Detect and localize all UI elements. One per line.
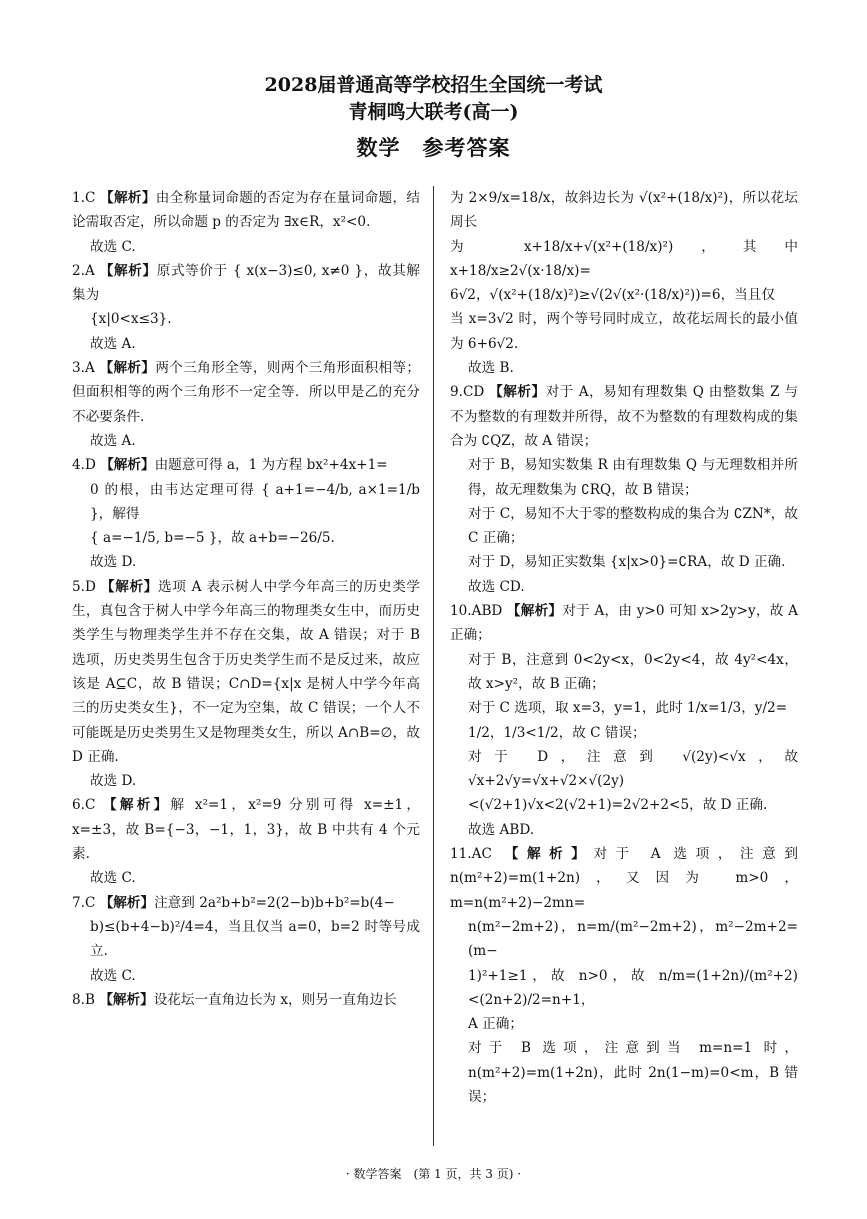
explanation-line: 对于 D，注意到 √(2y)<√x，故 √x+2√y=√x+√2×√(2y)<(√2+1)√x<2(√2+1)=2√2+2<5，故 D 正确.	[468, 748, 798, 814]
answer-letter: C	[84, 190, 96, 206]
page-header	[0, 72, 867, 164]
answer-letter: B	[84, 991, 95, 1008]
question-3	[72, 356, 420, 453]
explanation-line: 两个三角形全等，则两个三角形面积相等；但面积相等的两个三角形不一定全等．所以甲是乙的充分不必要条件.	[72, 360, 421, 425]
answer-letter: A	[84, 262, 95, 279]
exam-subtitle: 青桐鸣大联考(高一)	[348, 101, 519, 123]
question-number: 3.	[72, 360, 85, 377]
question-number: 9.	[450, 384, 463, 401]
answer-letter: D	[84, 457, 96, 474]
answer-letter: AC	[471, 846, 492, 863]
question-4	[72, 453, 420, 574]
question-8	[72, 988, 420, 1012]
conclusion: 故选 B.	[468, 360, 514, 377]
answer-letter: ABD	[471, 603, 503, 620]
explanation-line: 对于 B 选项，注意到当 m=n=1 时，n(m²+2)=m(1+2n)，此时 2n(1−m)=0<m，B 错误；	[468, 1040, 798, 1105]
explanation-line: 注意到 2a²b+b²=2(2−b)b+b²=b(4−	[154, 894, 395, 911]
left-column	[72, 186, 420, 1012]
explanation-line: { a=−1/5, b=−5 }，故 a+b=−26/5.	[90, 530, 335, 547]
question-2	[72, 259, 420, 356]
analysis-tag: 【解析】	[100, 457, 155, 474]
question-number: 8.	[72, 991, 85, 1008]
explanation-line: 为 x+18/x+√(x²+(18/x)²)，其中 x+18/x≥2√(x·18/x)=	[450, 238, 798, 279]
analysis-tag: 【解析】	[504, 846, 594, 863]
question-number: 4.	[72, 457, 85, 474]
explanation-line: A 正确；	[468, 1016, 523, 1033]
explanation-line: 当 x=3√2 时，两个等号同时成立，故花坛周长的最小值为 6+6√2.	[450, 311, 798, 352]
question-7	[72, 891, 420, 988]
question-number: 7.	[72, 894, 85, 911]
column-divider	[433, 186, 434, 1146]
conclusion: 故选 A.	[90, 432, 136, 449]
analysis-tag: 【解析】	[99, 894, 155, 911]
question-6	[72, 793, 420, 890]
answer-letter: D	[84, 578, 96, 595]
explanation-line: 1)²+1≥1，故 n>0，故 n/m=(1+2n)/(m²+2)<(2n+2)/2=n+1，	[468, 967, 798, 1008]
conclusion: 故选 A.	[90, 335, 136, 352]
analysis-tag: 【解析】	[103, 797, 171, 814]
answer-letter: C	[84, 894, 96, 911]
analysis-tag: 【解析】	[100, 190, 156, 206]
explanation-line: 对于 C，易知不大于零的整数构成的集合为 ∁ZN*，故 C 正确；	[468, 505, 798, 547]
question-number: 10.	[450, 603, 472, 620]
subject-title: 数学 参考答案	[356, 135, 511, 160]
analysis-tag: 【解析】	[99, 262, 157, 279]
exam-title: 2028届普通高等学校招生全国统一考试	[264, 74, 603, 96]
explanation-line: 1/2，1/3<1/2，故 C 错误；	[468, 724, 646, 741]
explanation-line: 对于 B，注意到 0<2y<x，0<2y<4，故 4y²<4x，故 x>y²，故 B 正确；	[468, 651, 798, 692]
explanation-line: 由全称量词命题的否定为存在量词命题，结论需取否定，所以命题 p 的否定为 ∃x∈R，x²<0.	[72, 190, 420, 231]
explanation-line: n(m²−2m+2)，n=m/(m²−2m+2)，m²−2m+2=(m−	[468, 918, 798, 960]
answer-letter: A	[84, 360, 95, 377]
question-1	[72, 186, 420, 259]
question-number: 1.	[72, 190, 85, 206]
right-column	[450, 186, 798, 1109]
explanation-line: 为 2×9/x=18/x，故斜边长为 √(x²+(18/x)²)，所以花坛周长	[450, 190, 798, 231]
question-8-continued	[450, 186, 798, 380]
question-10	[450, 599, 798, 842]
conclusion: 故选 C.	[90, 870, 136, 887]
explanation-line: 原式等价于 { x(x−3)≤0, x≠0 }，故其解集为	[72, 262, 421, 304]
conclusion: 故选 ABD.	[468, 821, 535, 838]
analysis-tag: 【解析】	[506, 603, 563, 620]
explanation-line: 设花坛一直角边长为 x，则另一直角边长	[153, 991, 397, 1008]
explanation-line: 对于 A 选项，注意到 n(m²+2)=m(1+2n)，又因为 m>0，m=n(m²+2)−2mn=	[450, 846, 799, 911]
conclusion: 故选 C.	[90, 967, 136, 984]
question-9	[450, 380, 798, 599]
explanation-line: 6√2，√(x²+(18/x)²)≥√(2√(x²·(18/x)²))=6，当且仅	[450, 287, 775, 304]
explanation-line: {x|0<x≤3}.	[90, 311, 172, 328]
answer-letter: C	[84, 797, 96, 814]
question-number: 11.	[450, 846, 472, 863]
question-5	[72, 575, 420, 794]
explanation-line: 对于 A，易知有理数集 Q 由整数集 Z 与不为整数的有理数并所得，故不为整数的有理数构成的集合为 ∁QZ，故 A 错误；	[450, 384, 799, 449]
explanation-line: 对于 D，易知正实数集 {x|x>0}=∁RA，故 D 正确.	[468, 554, 786, 571]
explanation-line: 解 x²=1，x²=9 分别可得 x=±1，x=±3，故 B={−3，−1，1，3}，故 B 中共有 4 个元素.	[72, 797, 421, 863]
explanation-line: 对于 B，易知实数集 R 由有理数集 Q 与无理数相并所得，故无理数集为 ∁RQ，故 B 错误；	[468, 457, 798, 498]
question-11	[450, 842, 798, 1109]
explanation-line: 选项 A 表示树人中学今年高三的历史类学生，真包含于树人中学今年高三的物理类女生中，而历史类学生与物理类学生并不存在交集，故 A 错误；对于 B 选项，历史类男生包含于历史类学生而不是反过来，故应该是 A⊆C，故 B 错误；C∩D={x|x 是树人中学今年高三的历史类女生}，不一定为空集，故 C 错误；一个人不可能既是历史类男生又是物理类女生，所以 A∩B=∅，故 D 正确.	[72, 578, 420, 765]
explanation-line: 0 的根，由韦达定理可得 { a+1=−4/b, a×1=1/b }，解得	[90, 481, 420, 522]
answer-letter: CD	[462, 384, 485, 401]
analysis-tag: 【解析】	[99, 991, 154, 1008]
question-number: 5.	[72, 578, 85, 595]
conclusion: 故选 D.	[90, 773, 137, 790]
conclusion: 故选 CD.	[468, 578, 525, 595]
explanation-line: b)≤(b+4−b)²/4=4，当且仅当 a=0，b=2 时等号成立.	[90, 918, 420, 960]
conclusion: 故选 C.	[90, 238, 136, 255]
analysis-tag: 【解析】	[100, 578, 159, 595]
question-number: 2.	[72, 262, 85, 279]
page-footer: · 数学答案 (第 1 页，共 3 页) ·	[345, 1167, 522, 1181]
analysis-tag: 【解析】	[99, 360, 156, 377]
conclusion: 故选 D.	[90, 554, 137, 571]
analysis-tag: 【解析】	[489, 384, 546, 401]
explanation-line: 由题意可得 a，1 为方程 bx²+4x+1=	[154, 457, 388, 474]
question-number: 6.	[72, 797, 85, 814]
explanation-line: 对于 A，由 y>0 可知 x>2y>y，故 A 正确；	[450, 603, 798, 644]
explanation-line: 对于 C 选项，取 x=3，y=1，此时 1/x=1/3，y/2=	[468, 700, 788, 717]
